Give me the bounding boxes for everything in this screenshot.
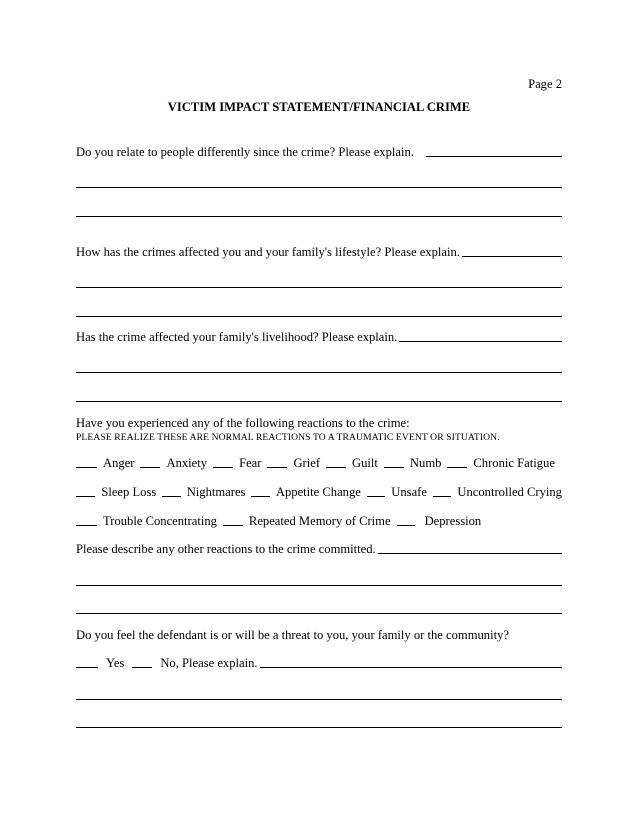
answer-line[interactable]	[76, 316, 562, 317]
reactions-note: PLEASE REALIZE THESE ARE NORMAL REACTIONS TO A TRAUMATIC EVENT OR SITUATION.	[76, 432, 500, 443]
question-relate-row	[76, 145, 562, 160]
answer-line[interactable]	[76, 216, 562, 217]
answer-line[interactable]	[76, 727, 562, 728]
question-other-reactions-label: Please describe any other reactions to the crime committed.	[76, 542, 376, 556]
checkbox-yes[interactable]	[76, 667, 98, 668]
answer-line[interactable]	[76, 613, 562, 614]
answer-line[interactable]	[76, 287, 562, 288]
form-title: VICTIM IMPACT STATEMENT/FINANCIAL CRIME	[167, 100, 471, 114]
question-threat-label: Do you feel the defendant is or will be a threat to you, your family or the community?	[76, 628, 509, 642]
reactions-row-2	[76, 485, 562, 500]
question-lifestyle-label: How has the crimes affected you and your family's lifestyle? Please explain.	[76, 245, 460, 259]
answer-line[interactable]	[76, 187, 562, 188]
checkbox-fear[interactable]	[213, 467, 233, 468]
checkbox-anger[interactable]	[76, 467, 97, 468]
answer-line[interactable]	[76, 401, 562, 402]
answer-line[interactable]	[378, 552, 562, 554]
checkbox-sleep-loss[interactable]	[76, 496, 95, 497]
checkbox-repeated-memory[interactable]	[223, 525, 243, 526]
reactions-prompt: Have you experienced any of the following reactions to the crime:	[76, 416, 410, 430]
checkbox-trouble-concentrating[interactable]	[76, 525, 97, 526]
reactions-row-3	[76, 514, 562, 529]
threat-answer-row	[76, 656, 562, 671]
answer-line[interactable]	[426, 155, 562, 157]
checkbox-chronic-fatigue[interactable]	[447, 467, 467, 468]
reaction-label: Anxiety	[166, 456, 208, 470]
question-lifestyle-row	[76, 245, 562, 260]
checkbox-uncontrolled-crying[interactable]	[433, 496, 451, 497]
reaction-label: Fear	[239, 456, 262, 470]
checkbox-guilt[interactable]	[326, 467, 346, 468]
answer-line[interactable]	[76, 585, 562, 586]
question-livelihood-row	[76, 330, 562, 345]
reaction-label: Uncontrolled Crying	[457, 485, 562, 499]
reaction-label: Appetite Change	[275, 485, 361, 499]
question-other-reactions-row	[76, 542, 562, 557]
checkbox-numb[interactable]	[384, 467, 404, 468]
yes-label: Yes	[106, 656, 125, 670]
page-number: Page 2	[528, 77, 562, 91]
checkbox-depression[interactable]	[397, 525, 415, 526]
question-livelihood-label: Has the crime affected your family's livelihood? Please explain.	[76, 330, 398, 344]
reaction-label: Nightmares	[186, 485, 246, 499]
answer-line[interactable]	[260, 667, 562, 668]
reaction-label: Unsafe	[391, 485, 427, 499]
no-label: No, Please explain.	[160, 656, 258, 670]
reaction-label: Repeated Memory of Crime	[248, 514, 391, 528]
checkbox-anxiety[interactable]	[140, 467, 160, 468]
checkbox-nightmares[interactable]	[162, 496, 180, 497]
checkbox-appetite-change[interactable]	[251, 496, 269, 497]
checkbox-no[interactable]	[132, 667, 152, 668]
checkbox-unsafe[interactable]	[367, 496, 385, 497]
reaction-label: Grief	[293, 456, 321, 470]
reaction-label: Chronic Fatigue	[473, 456, 555, 470]
reaction-label: Numb	[409, 456, 442, 470]
reaction-label: Anger	[103, 456, 135, 470]
question-relate-label: Do you relate to people differently since the crime? Please explain.	[76, 145, 414, 159]
answer-line[interactable]	[462, 255, 562, 257]
reaction-label: Sleep Loss	[101, 485, 157, 499]
reactions-row-1	[76, 456, 562, 471]
reaction-label: Guilt	[352, 456, 378, 470]
answer-line[interactable]	[76, 699, 562, 700]
checkbox-grief[interactable]	[267, 467, 287, 468]
answer-line[interactable]	[399, 340, 562, 342]
reaction-label: Depression	[424, 514, 482, 528]
answer-line[interactable]	[76, 372, 562, 373]
reaction-label: Trouble Concentrating	[103, 514, 217, 528]
